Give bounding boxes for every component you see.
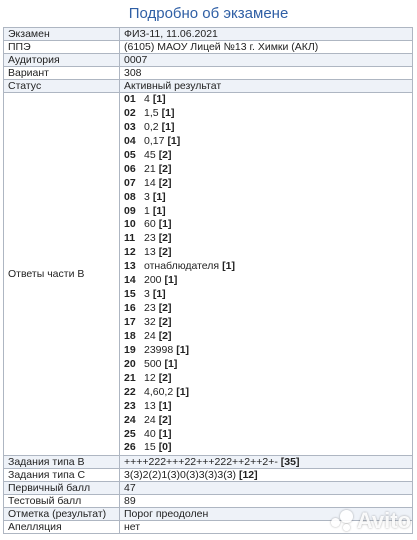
table-row-primary-score bbox=[4, 482, 413, 495]
tasks-b-total: [35] bbox=[280, 456, 300, 469]
answer-number: 06 bbox=[124, 162, 136, 175]
row-label: Статус bbox=[4, 80, 120, 93]
answer-item bbox=[124, 191, 409, 205]
table-row-auditorium bbox=[4, 54, 413, 67]
answer-item bbox=[124, 93, 409, 107]
row-value: Порог преодолен bbox=[120, 508, 413, 521]
answer-score: [2] bbox=[158, 148, 172, 161]
answer-item bbox=[124, 428, 409, 442]
answer-value: 4,60,2 bbox=[144, 385, 174, 398]
answer-number: 02 bbox=[124, 106, 136, 119]
answer-number: 19 bbox=[124, 343, 136, 356]
answer-score: [1] bbox=[152, 190, 166, 203]
answer-number: 23 bbox=[124, 399, 136, 412]
answer-item bbox=[124, 177, 409, 191]
tasks-c-total: [12] bbox=[238, 469, 258, 482]
answer-value: 15 bbox=[144, 441, 156, 454]
answer-number: 07 bbox=[124, 176, 136, 189]
answer-item bbox=[124, 121, 409, 135]
answer-score: [1] bbox=[161, 120, 175, 133]
answer-number: 20 bbox=[124, 357, 136, 370]
answer-number: 04 bbox=[124, 134, 136, 147]
exam-details-table bbox=[3, 27, 413, 534]
row-value: Активный результат bbox=[120, 80, 413, 93]
answer-number: 26 bbox=[124, 441, 136, 454]
answer-score: [1] bbox=[152, 204, 166, 217]
answer-value: 0,2 bbox=[144, 120, 159, 133]
row-label: Апелляция bbox=[4, 521, 120, 534]
table-row-answers bbox=[4, 93, 413, 456]
row-label: Задания типа C bbox=[4, 469, 120, 482]
row-label: Ответы части В bbox=[4, 93, 120, 456]
row-value: (6105) МАОУ Лицей №13 г. Химки (АКЛ) bbox=[120, 41, 413, 54]
answer-number: 11 bbox=[124, 232, 136, 245]
answer-value: 13 bbox=[144, 246, 156, 259]
answer-value: 3 bbox=[144, 288, 150, 301]
answer-item bbox=[124, 107, 409, 121]
answer-item bbox=[124, 330, 409, 344]
row-label: Задания типа B bbox=[4, 456, 120, 469]
answer-score: [2] bbox=[158, 176, 172, 189]
answer-value: 13 bbox=[144, 399, 156, 412]
answer-value: 1,5 bbox=[144, 106, 159, 119]
answer-number: 12 bbox=[124, 246, 136, 259]
table-row-exam bbox=[4, 28, 413, 41]
answer-number: 01 bbox=[124, 93, 136, 105]
answer-item bbox=[124, 441, 409, 455]
answer-score: [2] bbox=[158, 329, 172, 342]
answer-item bbox=[124, 163, 409, 177]
row-label: Первичный балл bbox=[4, 482, 120, 495]
answer-number: 08 bbox=[124, 190, 136, 203]
tasks-b-string: ++++222+++22+++222++2++2+- bbox=[124, 456, 278, 469]
answer-score: [1] bbox=[164, 357, 178, 370]
answer-value: 21 bbox=[144, 162, 156, 175]
row-value: 0007 bbox=[120, 54, 413, 67]
answer-score: [1] bbox=[152, 93, 166, 105]
answer-score: [2] bbox=[158, 371, 172, 384]
answer-value: 23 bbox=[144, 232, 156, 245]
answer-score: [1] bbox=[222, 260, 235, 273]
row-value bbox=[120, 456, 413, 469]
row-label: Тестовый балл bbox=[4, 495, 120, 508]
answer-score: [1] bbox=[164, 274, 178, 287]
row-value: 308 bbox=[120, 67, 413, 80]
answer-value: 40 bbox=[144, 427, 156, 440]
answer-item bbox=[124, 232, 409, 246]
answer-number: 03 bbox=[124, 120, 136, 133]
answer-value: 24 bbox=[144, 413, 156, 426]
answer-value: 23 bbox=[144, 302, 156, 315]
answer-score: [0] bbox=[158, 441, 172, 454]
answer-item bbox=[124, 288, 409, 302]
answer-value: 12 bbox=[144, 371, 156, 384]
answer-number: 10 bbox=[124, 218, 136, 231]
row-value: нет bbox=[120, 521, 413, 534]
answer-item bbox=[124, 386, 409, 400]
answer-item bbox=[124, 246, 409, 260]
row-value: 89 bbox=[120, 495, 413, 508]
answer-value: 14 bbox=[144, 176, 156, 189]
answer-value: 32 bbox=[144, 316, 156, 328]
answer-item bbox=[124, 302, 409, 316]
answer-item bbox=[124, 135, 409, 149]
answers-list bbox=[120, 93, 413, 456]
answer-item bbox=[124, 149, 409, 163]
answer-value: отнаблюдателя bbox=[144, 260, 220, 273]
answer-value: 24 bbox=[144, 329, 156, 342]
answer-item bbox=[124, 260, 409, 274]
answer-number: 13 bbox=[124, 260, 136, 273]
row-label: Аудитория bbox=[4, 54, 120, 67]
answer-number: 14 bbox=[124, 274, 136, 287]
table-row-variant bbox=[4, 67, 413, 80]
row-label: Вариант bbox=[4, 67, 120, 80]
answer-number: 24 bbox=[124, 413, 136, 426]
avito-logo-icon bbox=[331, 510, 353, 532]
answer-item bbox=[124, 205, 409, 219]
avito-watermark bbox=[331, 508, 411, 534]
answer-score: [2] bbox=[158, 302, 172, 315]
row-value: ФИЗ-11, 11.06.2021 bbox=[120, 28, 413, 41]
row-label: ППЭ bbox=[4, 41, 120, 54]
answer-score: [1] bbox=[176, 343, 190, 356]
answer-value: 0,17 bbox=[144, 134, 165, 147]
row-label: Отметка (результат) bbox=[4, 508, 120, 521]
answer-item bbox=[124, 218, 409, 232]
row-label: Экзамен bbox=[4, 28, 120, 41]
answer-value: 45 bbox=[144, 148, 156, 161]
answer-value: 3 bbox=[144, 190, 150, 203]
answer-value: 200 bbox=[144, 274, 162, 287]
answer-value: 4 bbox=[144, 93, 150, 105]
answer-value: 1 bbox=[144, 204, 150, 217]
answer-number: 21 bbox=[124, 371, 136, 384]
answer-score: [2] bbox=[158, 413, 172, 426]
answer-score: [2] bbox=[158, 246, 172, 259]
answer-score: [2] bbox=[158, 316, 172, 328]
answer-item bbox=[124, 400, 409, 414]
answer-value: 500 bbox=[144, 357, 162, 370]
table-row-test-score bbox=[4, 495, 413, 508]
answer-score: [2] bbox=[158, 232, 172, 245]
answer-item bbox=[124, 414, 409, 428]
answer-item bbox=[124, 344, 409, 358]
row-value bbox=[120, 469, 413, 482]
answer-score: [1] bbox=[152, 288, 166, 301]
answer-item bbox=[124, 274, 409, 288]
answer-value: 60 bbox=[144, 218, 156, 231]
answer-score: [1] bbox=[167, 134, 181, 147]
answer-score: [2] bbox=[158, 162, 172, 175]
answer-score: [1] bbox=[176, 385, 190, 398]
page-title: Подробно об экзамене bbox=[128, 5, 289, 22]
table-row-tasks-b bbox=[4, 456, 413, 469]
tasks-c-string: 3(3)2(2)1(3)0(3)3(3)3(3) bbox=[124, 469, 237, 482]
answer-item bbox=[124, 372, 409, 386]
answer-score: [1] bbox=[158, 399, 172, 412]
table-row-status bbox=[4, 80, 413, 93]
answer-value: 23998 bbox=[144, 343, 174, 356]
answer-number: 17 bbox=[124, 316, 136, 328]
answer-number: 16 bbox=[124, 302, 136, 315]
table-row-tasks-c bbox=[4, 469, 413, 482]
answer-number: 09 bbox=[124, 204, 136, 217]
answer-score: [1] bbox=[158, 427, 172, 440]
answer-score: [1] bbox=[158, 218, 172, 231]
row-value: 47 bbox=[120, 482, 413, 495]
answer-item bbox=[124, 358, 409, 372]
answer-number: 22 bbox=[124, 385, 136, 398]
table-row-ppe bbox=[4, 41, 413, 54]
answer-number: 15 bbox=[124, 288, 136, 301]
watermark-text: Avito bbox=[356, 508, 411, 533]
answer-item bbox=[124, 316, 409, 330]
answer-score: [1] bbox=[161, 106, 175, 119]
answer-number: 05 bbox=[124, 148, 136, 161]
answer-number: 18 bbox=[124, 329, 136, 342]
answer-number: 25 bbox=[124, 427, 136, 440]
